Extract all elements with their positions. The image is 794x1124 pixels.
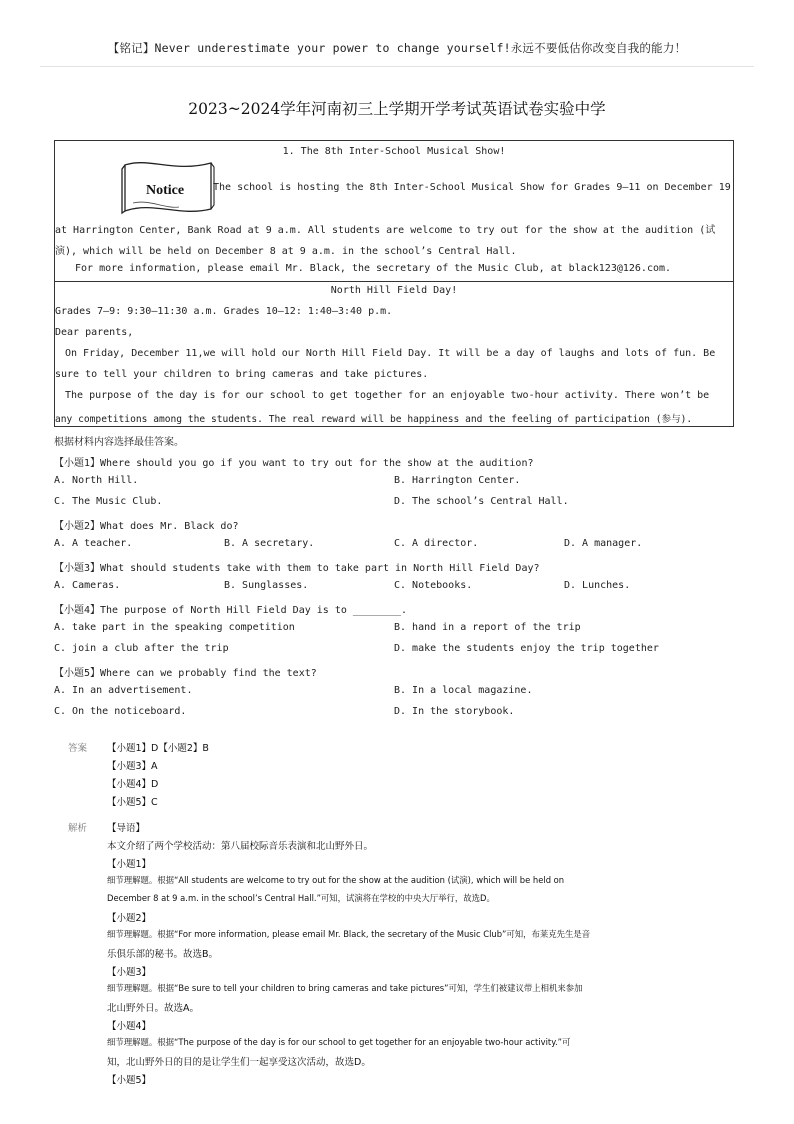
analysis-line-8: 乐俱乐部的秘书。故选B。 <box>107 949 219 960</box>
answer-line-2: 【小题3】A <box>107 761 158 772</box>
question-3-option-a[interactable]: A. Cameras. <box>54 580 121 591</box>
question-1-option-a[interactable]: A. North Hill. <box>54 475 139 486</box>
analysis-line-10: 细节理解题。根据“Be sure to tell your children to bring cameras and take pictures”可知，学生们被建议带上相机来参加 <box>107 983 583 993</box>
question-2-stem: 【小题2】What does Mr. Black do? <box>54 521 239 532</box>
passage2-heading: North Hill Field Day! <box>330 285 458 296</box>
question-5-option-a[interactable]: A. In an advertisement. <box>54 685 193 696</box>
notice-label: Notice <box>145 183 185 198</box>
analysis-line-11: 北山野外日。故选A。 <box>107 1003 199 1014</box>
passage-box <box>54 140 734 427</box>
analysis-line-6: 【小题2】 <box>107 913 152 924</box>
analysis-line-14: 知，北山野外日的目的是让学生们一起享受这次活动，故选D。 <box>107 1057 371 1068</box>
answer-line-1: 【小题1】D【小题2】B <box>107 743 209 754</box>
analysis-line-9: 【小题3】 <box>107 967 152 978</box>
analysis-line-1: 【导语】 <box>107 823 146 834</box>
passage1-line3: 演), which will be held on December 8 at 9 a.m. in the school’s Central Hall. <box>55 246 517 257</box>
question-1-stem: 【小题1】Where should you go if you want to try out for the show at the audition? <box>54 458 534 469</box>
question-1-option-b[interactable]: B. Harrington Center. <box>394 475 521 486</box>
passage1-line2: at Harrington Center, Bank Road at 9 a.m. All students are welcome to try out for the show at the audition (试 <box>55 225 716 236</box>
question-3-option-d[interactable]: D. Lunches. <box>564 580 631 591</box>
passage2-line3: On Friday, December 11,we will hold our North Hill Field Day. It will be a day of laughs and lots of fun. Be <box>65 348 716 359</box>
question-1-option-d[interactable]: D. The school’s Central Hall. <box>394 496 569 507</box>
question-4-option-b[interactable]: B. hand in a report of the trip <box>394 622 581 633</box>
instruction: 根据材料内容选择最佳答案。 <box>54 437 184 448</box>
analysis-line-12: 【小题4】 <box>107 1021 152 1032</box>
passage2-line1: Grades 7—9: 9:30—11:30 a.m. Grades 10—12: 1:40—3:40 p.m. <box>55 306 393 317</box>
notice-banner-icon <box>119 157 217 217</box>
passage2-line4: sure to tell your children to bring cameras and take pictures. <box>55 369 429 380</box>
motto-header: 【铭记】Never underestimate your power to change yourself!永远不要低估你改变自我的能力！ <box>107 41 687 55</box>
analysis-line-7: 细节理解题。根据“For more information, please email Mr. Black, the secretary of the Music Club”可知，布莱克先生是音 <box>107 929 591 939</box>
question-1-option-c[interactable]: C. The Music Club. <box>54 496 163 507</box>
passage1-heading: 1. The 8th Inter-School Musical Show! <box>282 146 506 157</box>
passage2-line2: Dear parents, <box>55 327 134 338</box>
question-4-option-d[interactable]: D. make the students enjoy the trip together <box>394 643 659 654</box>
analysis-line-13: 细节理解题。根据“The purpose of the day is for our school to get together for an enjoyable two-hour activity.”可 <box>107 1037 571 1047</box>
answer-line-4: 【小题5】C <box>107 797 158 808</box>
passage2-line6: any competitions among the students. The real reward will be happiness and the feeling of participation (参与). <box>55 414 693 425</box>
page-title: 2023~2024学年河南初三上学期开学考试英语试卷实验中学 <box>188 100 606 118</box>
answer-label: 答案 <box>68 743 88 754</box>
question-3-stem: 【小题3】What should students take with them to take part in North Hill Field Day? <box>54 563 540 574</box>
question-5-stem: 【小题5】Where can we probably find the text? <box>54 668 317 679</box>
question-4-stem: 【小题4】The purpose of North Hill Field Day is to ________. <box>54 605 408 616</box>
question-5-option-b[interactable]: B. In a local magazine. <box>394 685 533 696</box>
question-3-option-b[interactable]: B. Sunglasses. <box>224 580 309 591</box>
question-2-option-c[interactable]: C. A director. <box>394 538 479 549</box>
answer-line-3: 【小题4】D <box>107 779 159 790</box>
question-3-option-c[interactable]: C. Notebooks. <box>394 580 473 591</box>
question-2-option-a[interactable]: A. A teacher. <box>54 538 133 549</box>
header-divider <box>40 66 754 67</box>
analysis-line-15: 【小题5】 <box>107 1075 152 1086</box>
passage1-line4: For more information, please email Mr. Black, the secretary of the Music Club, at black123@126.com. <box>75 263 672 274</box>
analysis-line-5: December 8 at 9 a.m. in the school’s Central Hall.”可知，试演将在学校的中央大厅举行，故选D。 <box>107 893 495 903</box>
analysis-label: 解析 <box>68 823 88 834</box>
passage1-line1: The school is hosting the 8th Inter-School Musical Show for Grades 9—11 on December 19 <box>213 182 731 193</box>
passage2-line5: The purpose of the day is for our school to get together for an enjoyable two-hour activity. There won’t be <box>65 390 710 401</box>
question-5-option-c[interactable]: C. On the noticeboard. <box>54 706 187 717</box>
question-2-option-d[interactable]: D. A manager. <box>564 538 643 549</box>
question-4-option-a[interactable]: A. take part in the speaking competition <box>54 622 295 633</box>
question-2-option-b[interactable]: B. A secretary. <box>224 538 315 549</box>
question-5-option-d[interactable]: D. In the storybook. <box>394 706 515 717</box>
analysis-line-2: 本文介绍了两个学校活动：第八届校际音乐表演和北山野外日。 <box>107 841 374 852</box>
passage-divider <box>55 281 733 282</box>
question-4-option-c[interactable]: C. join a club after the trip <box>54 643 229 654</box>
analysis-line-3: 【小题1】 <box>107 859 152 870</box>
analysis-line-4: 细节理解题。根据“All students are welcome to try out for the show at the audition (试演), which will be held on <box>107 875 565 885</box>
